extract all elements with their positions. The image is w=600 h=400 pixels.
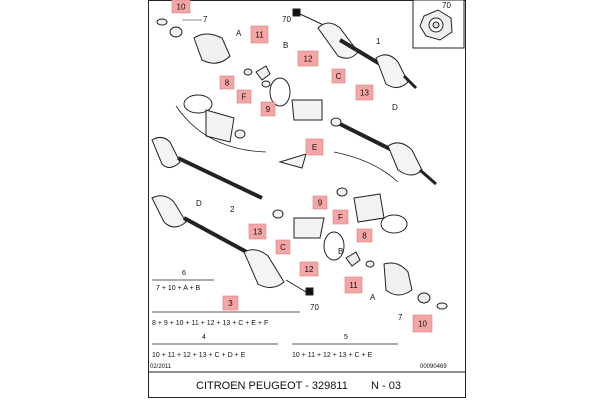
marker-12-top: [298, 51, 318, 66]
inset-label: 70: [442, 1, 451, 10]
label-a-top: A: [236, 29, 242, 38]
formula-4: 10 + 11 + 12 + 13 + C + D + E: [152, 352, 246, 359]
label-a-bot: A: [370, 293, 376, 302]
marker-label: 10: [418, 319, 427, 329]
marker-10-top: [172, 0, 190, 13]
marker-C-bot: [276, 240, 290, 254]
label-7-top: 7: [203, 15, 208, 24]
marker-label: F: [241, 92, 247, 102]
label-b-top: B: [283, 41, 289, 50]
joint-a-bot: [384, 263, 447, 309]
label-70-bot: 70: [310, 303, 319, 312]
boot-c-top: [292, 100, 341, 126]
label-d-right: D: [392, 103, 398, 112]
marker-12-bot: [300, 262, 318, 276]
marker-13-bot: [249, 224, 266, 239]
formula-4-num: 4: [202, 334, 206, 341]
label-2: 2: [230, 205, 235, 214]
marker-label: 12: [304, 265, 314, 274]
marker-label: 9: [265, 105, 271, 114]
label-7-bot: 7: [398, 313, 403, 322]
marker-label: 13: [360, 88, 369, 98]
marker-label: C: [335, 72, 342, 81]
label-d-left: D: [196, 199, 202, 208]
marker-E: [306, 139, 323, 155]
label-b-bot: B: [338, 247, 344, 256]
marker-8-bot: [357, 229, 372, 242]
boot-f-top: [184, 92, 247, 142]
footer-brand: CITROEN PEUGEOT - 329811: [196, 380, 348, 392]
driveshaft-1: [293, 9, 416, 88]
joint-a-top: [157, 19, 230, 63]
marker-label: 12: [303, 54, 313, 64]
marker-label: F: [338, 213, 343, 222]
marker-11-bot: [345, 277, 362, 293]
formula-6-num: 6: [182, 270, 186, 277]
marker-label: C: [280, 243, 286, 252]
marker-label: 11: [349, 281, 358, 290]
marker-label: 11: [255, 30, 264, 40]
marker-11-top: [251, 26, 268, 43]
marker-9-bot: [313, 196, 327, 209]
footer-page: N - 03: [371, 380, 401, 392]
marker-3: [223, 296, 238, 310]
marker-label: E: [311, 143, 318, 152]
driveshaft-left: [152, 137, 262, 198]
marker-label: 13: [253, 227, 262, 237]
marker-label: 8: [224, 78, 230, 88]
marker-label: 8: [362, 231, 367, 241]
driveshaft-d: [340, 124, 436, 184]
marker-10-bot: [413, 315, 432, 332]
marker-label: 9: [317, 198, 323, 208]
date: 02/2011: [150, 364, 172, 370]
formula-5: 10 + 11 + 12 + 13 + C + E: [292, 352, 373, 359]
marker-label: 3: [228, 299, 233, 308]
tripod-b-bot: [346, 252, 374, 267]
marker-F-bot: [333, 210, 348, 224]
marker-C-top: [332, 69, 345, 83]
label-70-top: 70: [282, 15, 291, 24]
ref-code: 00090469: [420, 364, 447, 370]
formula-3: 8 + 9 + 10 + 11 + 12 + 13 + C + E + F: [152, 320, 269, 327]
wedge-e: [280, 154, 306, 168]
marker-13-top: [356, 85, 373, 100]
marker-9-top: [261, 102, 275, 116]
formula-5-num: 5: [344, 334, 348, 341]
formula-6: 7 + 10 + A + B: [156, 285, 201, 292]
label-1: 1: [376, 37, 381, 46]
marker-8-top: [220, 76, 234, 89]
marker-F-top: [237, 90, 251, 103]
marker-label: 10: [176, 2, 186, 12]
